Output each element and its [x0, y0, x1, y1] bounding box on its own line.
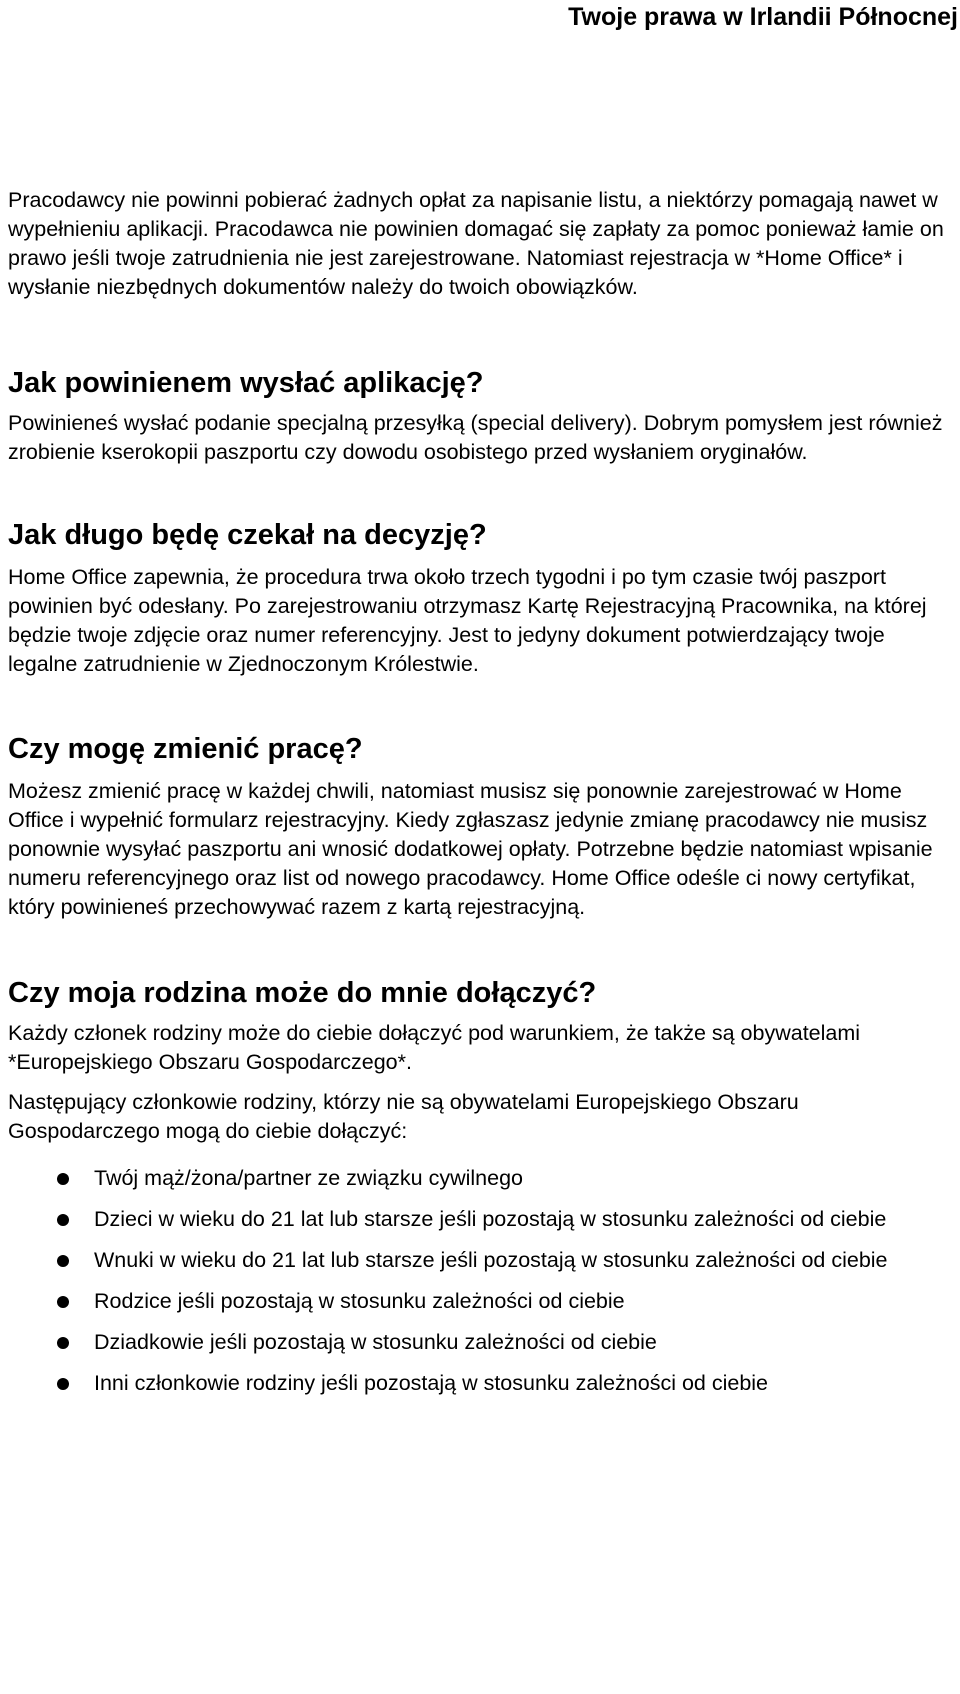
section-paragraph-change: Możesz zmienić pracę w każdej chwili, natomiast musisz się ponownie zarejestrować w Home Office i wypełnić formularz rejestracyjny. Kiedy zgłaszasz jedynie zmianę pracodawcy nie musisz ponownie wysyłać paszportu ani wnosić dodatkowej opłaty. Potrzebne będzie natomiast wpisanie numeru referencyjnego oraz list od nowego pracodawcy. Home Office odeśle ci nowy certyfikat, który powinieneś przechowywać razem z kartą rejestracyjną.: [8, 779, 933, 919]
list-item-text: Dziadkowie jeśli pozostają w stosunku zależności od ciebie: [94, 1330, 657, 1354]
section-heading-wait: Jak długo będę czekał na decyzję?: [8, 519, 487, 551]
bullet-icon: [57, 1214, 69, 1226]
list-item-text: Twój mąż/żona/partner ze związku cywilnego: [94, 1166, 523, 1190]
list-item-text: Inni członkowie rodziny jeśli pozostają w stosunku zależności od ciebie: [94, 1371, 769, 1395]
list-item-text: Wnuki w wieku do 21 lat lub starsze jeśli pozostają w stosunku zależności od ciebie: [94, 1248, 888, 1272]
bullet-icon: [57, 1378, 69, 1390]
running-header: Twoje prawa w Irlandii Północnej: [568, 3, 958, 31]
bullet-icon: [57, 1173, 69, 1185]
bullet-icon: [57, 1296, 69, 1308]
list-item: [8, 1369, 946, 1398]
list-item: [8, 1287, 946, 1316]
list-item: [8, 1164, 946, 1193]
section-paragraph-family-1: Każdy członek rodziny może do ciebie dołączyć pod warunkiem, że także są obywatelami *Europejskiego Obszaru Gospodarczego*.: [8, 1021, 861, 1074]
list-item-text: Rodzice jeśli pozostają w stosunku zależności od ciebie: [94, 1289, 625, 1313]
section-heading-send: Jak powinienem wysłać aplikację?: [8, 367, 484, 399]
intro-paragraph: Pracodawcy nie powinni pobierać żadnych opłat za napisanie listu, a niektórzy pomagają nawet w wypełnieniu aplikacji. Pracodawca nie powinien domagać się zapłaty za pomoc ponieważ łamie on prawo jeśli twoje zatrudnienia nie jest zarejestrowane. Natomiast rejestracja w *Home Office* i wysłanie niezbędnych dokumentów należy do twoich obowiązków.: [8, 188, 944, 299]
list-item: [8, 1328, 946, 1357]
list-item: [8, 1205, 946, 1234]
document-body: [8, 186, 946, 1410]
bullet-icon: [57, 1255, 69, 1267]
section-heading-change: Czy mogę zmienić pracę?: [8, 733, 363, 765]
section-paragraph-send: Powinieneś wysłać podanie specjalną przesyłką (special delivery). Dobrym pomysłem jest również zrobienie kserokopii paszportu czy dowodu osobistego przed wysłaniem oryginałów.: [8, 411, 943, 464]
list-item: [8, 1246, 946, 1275]
list-item-text: Dzieci w wieku do 21 lat lub starsze jeśli pozostają w stosunku zależności od ciebie: [94, 1207, 887, 1231]
family-members-list: [8, 1164, 946, 1398]
section-paragraph-wait: Home Office zapewnia, że procedura trwa około trzech tygodni i po tym czasie twój paszport powinien być odesłany. Po zarejestrowaniu otrzymasz Kartę Rejestracyjną Pracownika, na której będzie twoje zdjęcie oraz numer referencyjny. Jest to jedyny dokument potwierdzający twoje legalne zatrudnienie w Zjednoczonym Królestwie.: [8, 565, 927, 676]
bullet-icon: [57, 1337, 69, 1349]
section-heading-family: Czy moja rodzina może do mnie dołączyć?: [8, 977, 597, 1009]
section-paragraph-family-2: Następujący członkowie rodziny, którzy nie są obywatelami Europejskiego Obszaru Gospodarczego mogą do ciebie dołączyć:: [8, 1090, 799, 1143]
